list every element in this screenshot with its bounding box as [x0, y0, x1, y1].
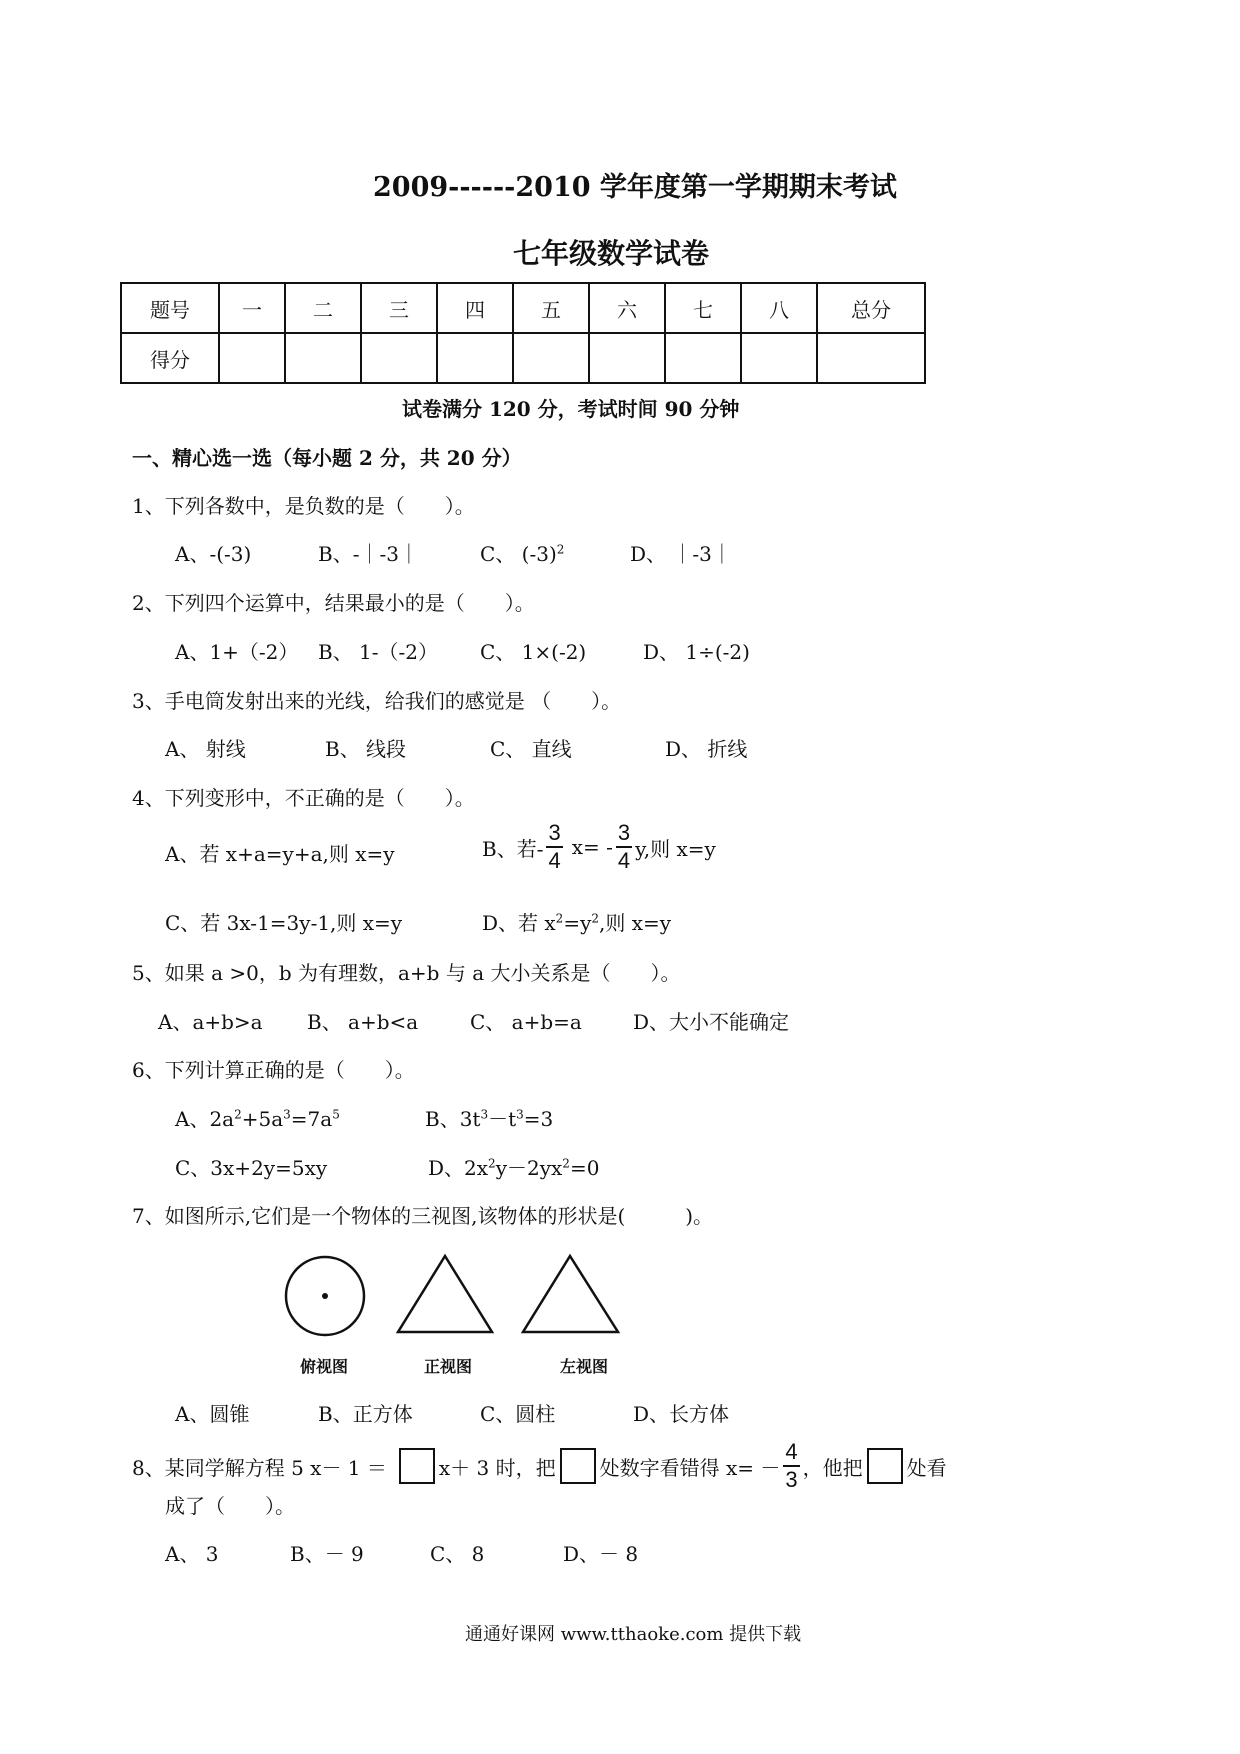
- q4-option-d: D、若 $x^2=y^2$,则 x=y: [482, 911, 672, 935]
- score-cell: 五: [513, 283, 589, 333]
- question-1-stem: 1、下列各数中，是负数的是（ ）。: [132, 494, 475, 518]
- q3-option-a: A、 射线: [165, 737, 246, 761]
- question-8-stem-cont: 成了（ ）。: [165, 1494, 295, 1518]
- q1-option-c: C、 $(-3)^2$: [480, 542, 565, 566]
- fraction: $\frac{3}{4}$: [617, 820, 631, 873]
- score-cell: 八: [741, 283, 817, 333]
- q2-option-b: B、 1-（-2）: [318, 640, 439, 664]
- score-blank: [817, 333, 925, 383]
- q7-option-a: A、圆锥: [175, 1402, 250, 1426]
- q3-option-d: D、 折线: [665, 737, 748, 761]
- q8-option-c: C、 8: [430, 1542, 485, 1566]
- q8-option-b: B、－ 9: [290, 1542, 364, 1566]
- q2-option-c: C、 1×(-2): [480, 640, 587, 664]
- three-views-figure: [280, 1250, 650, 1350]
- blank-box: [399, 1448, 435, 1484]
- exam-note: 试卷满分 120 分，考试时间 90 分钟: [402, 397, 740, 421]
- question-6-stem: 6、下列计算正确的是（ ）。: [132, 1058, 415, 1082]
- score-cell: 一: [219, 283, 285, 333]
- fraction: $\frac{4}{3}$: [785, 1439, 798, 1492]
- q6-option-b: B、$3t^3-t^3=3$: [425, 1107, 554, 1131]
- score-blank: [219, 333, 285, 383]
- q8-option-d: D、－ 8: [563, 1542, 639, 1566]
- q6-option-c: C、3x+2y=5xy: [175, 1156, 328, 1180]
- q5-option-d: D、大小不能确定: [633, 1010, 790, 1034]
- fraction: $\frac{3}{4}$: [548, 820, 561, 873]
- q3-option-c: C、 直线: [490, 737, 572, 761]
- q7-option-b: B、正方体: [318, 1402, 413, 1426]
- question-2-stem: 2、下列四个运算中，结果最小的是（ ）。: [132, 591, 535, 615]
- q6-option-d: D、$2x^2y-2yx^2=0$: [428, 1156, 600, 1180]
- blank-box: [560, 1448, 596, 1484]
- score-blank: [665, 333, 741, 383]
- question-3-stem: 3、手电筒发射出来的光线，给我们的感觉是 （ ）。: [132, 689, 622, 713]
- score-blank: [741, 333, 817, 383]
- left-view-triangle: [523, 1256, 618, 1332]
- score-blank: [285, 333, 361, 383]
- q1-option-d: D、 ｜-3｜: [630, 542, 732, 566]
- front-view-triangle: [398, 1256, 492, 1332]
- q5-option-a: A、a+b>a: [158, 1010, 263, 1034]
- footer-credit: 通通好课网 www.tthaoke.com 提供下载: [465, 1624, 802, 1645]
- score-header-row: [121, 283, 925, 333]
- q4-option-a: A、若 x+a=y+a,则 x=y: [165, 842, 395, 866]
- q2-option-a: A、1+（-2）: [175, 640, 299, 664]
- q4-option-b: B、若- $\frac{3}{4}$ x= - $\frac{3}{4}$ y,则 x=y: [482, 820, 716, 873]
- score-blank: [437, 333, 513, 383]
- q1-option-a: A、-(-3): [175, 542, 252, 566]
- question-7-stem: 7、如图所示,它们是一个物体的三视图,该物体的形状是( )。: [132, 1204, 714, 1228]
- question-4-stem: 4、下列变形中，不正确的是（ ）。: [132, 786, 475, 810]
- score-cell: 四: [437, 283, 513, 333]
- q8-option-a: A、 3: [165, 1542, 219, 1566]
- score-cell: 题号: [121, 283, 219, 333]
- score-cell: 总分: [817, 283, 925, 333]
- score-blank: [589, 333, 665, 383]
- q5-option-c: C、 a+b=a: [470, 1010, 582, 1034]
- q3-option-b: B、 线段: [325, 737, 407, 761]
- score-blank: [513, 333, 589, 383]
- q7-option-d: D、长方体: [633, 1402, 730, 1426]
- score-table: [120, 282, 926, 384]
- question-5-stem: 5、如果 a >0，b 为有理数，a+b 与 a 大小关系是（ ）。: [132, 961, 681, 985]
- section-heading: 一、精心选一选（每小题 2 分，共 20 分）: [132, 446, 522, 470]
- score-cell: 三: [361, 283, 437, 333]
- q7-option-c: C、圆柱: [480, 1402, 556, 1426]
- top-view-center-dot: [322, 1293, 328, 1299]
- top-view-caption: 俯视图: [300, 1357, 349, 1376]
- score-cell: 七: [665, 283, 741, 333]
- q4-option-c: C、若 3x-1=3y-1,则 x=y: [165, 911, 403, 935]
- blank-box: [867, 1448, 903, 1484]
- q5-option-b: B、 a+b<a: [307, 1010, 419, 1034]
- q2-option-d: D、 1÷(-2): [643, 640, 750, 664]
- score-cell: 六: [589, 283, 665, 333]
- score-cell: 二: [285, 283, 361, 333]
- front-view-caption: 正视图: [424, 1357, 473, 1376]
- score-blank: [361, 333, 437, 383]
- exam-title: 2009------2010 学年度第一学期期末考试: [373, 172, 897, 203]
- q6-option-a: A、$2a^2+5a^3=7a^5$: [175, 1107, 340, 1131]
- score-row-label: 得分: [121, 333, 219, 383]
- left-view-caption: 左视图: [560, 1357, 609, 1376]
- q1-option-b: B、-｜-3｜: [318, 542, 419, 566]
- score-value-row: [121, 333, 925, 383]
- exam-subtitle: 七年级数学试卷: [513, 237, 710, 270]
- question-8-stem: 8、某同学解方程 5 x－ 1 ＝ x＋ 3 时，把 处数字看错得 x= － $\frac{4}{3}$ ，他把 处看: [132, 1439, 947, 1492]
